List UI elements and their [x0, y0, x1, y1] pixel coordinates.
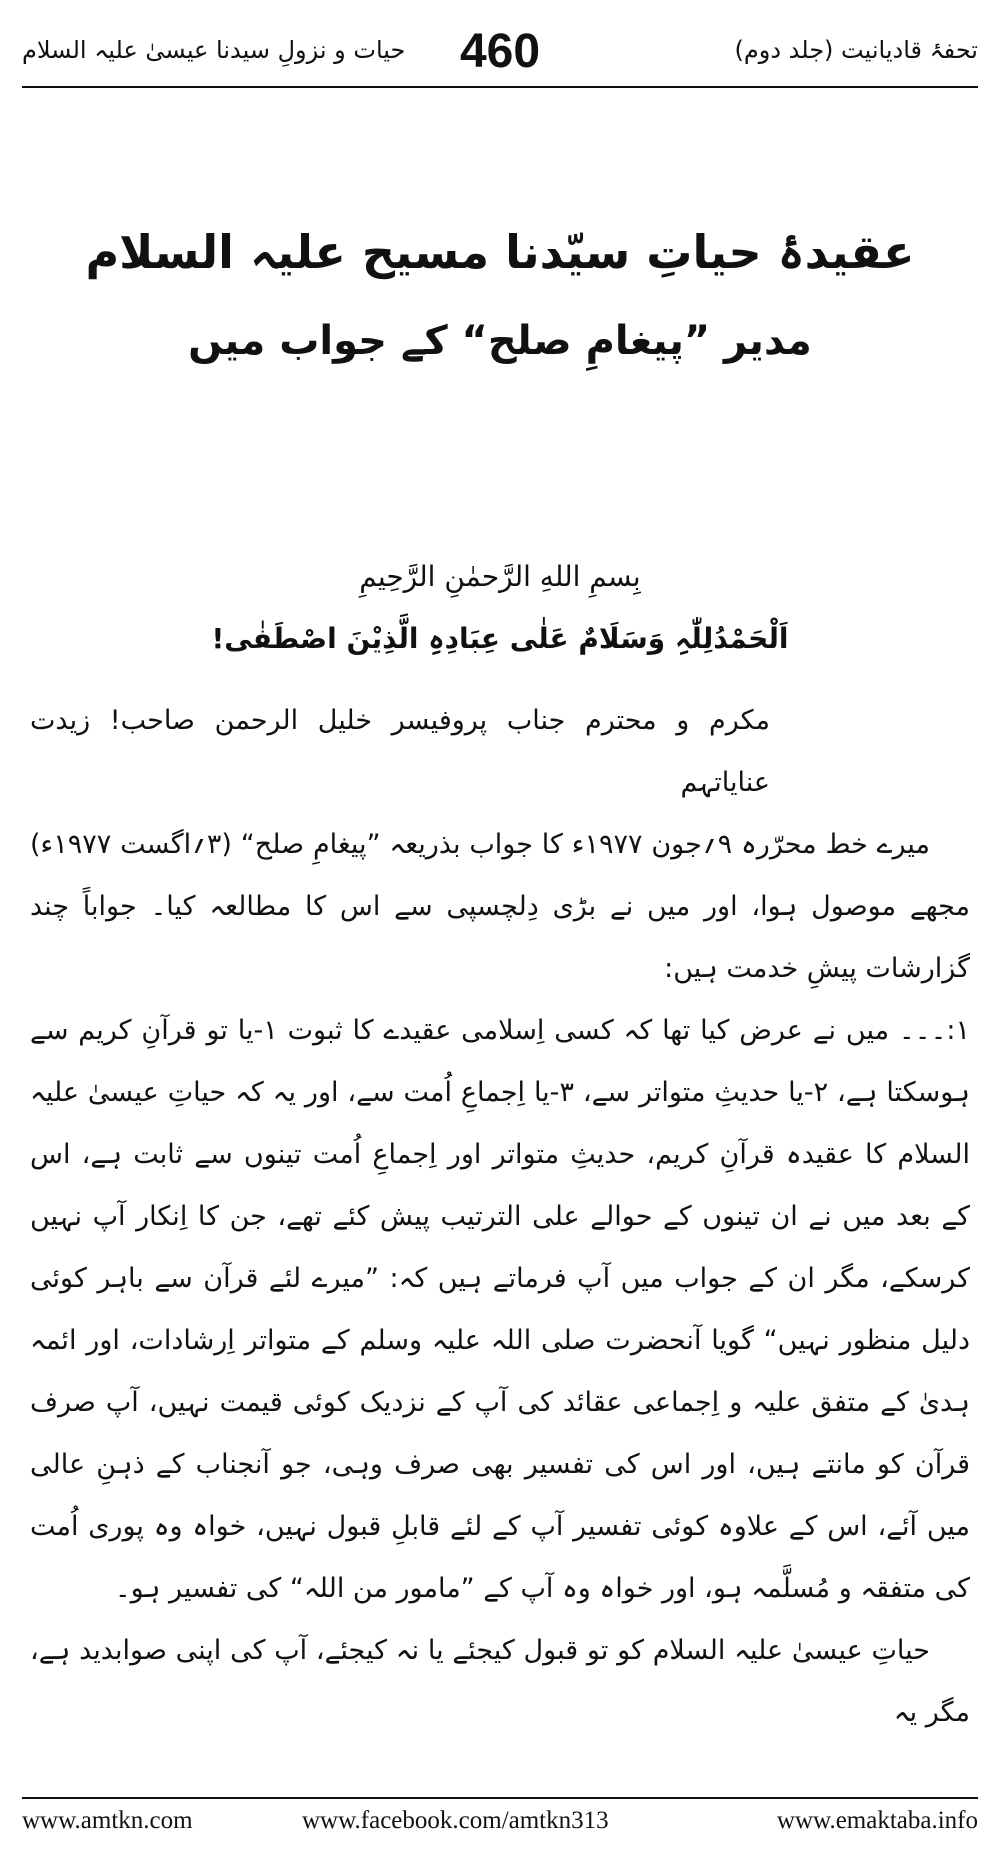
footer-link-amtkn[interactable]: www.amtkn.com: [22, 1807, 193, 1834]
page-footer: [22, 1803, 978, 1843]
hamd-line: اَلْحَمْدُلِلّٰہِ وَسَلَامٌ عَلٰی عِبَادِہِ الَّذِیْنَ اصْطَفٰی!: [211, 622, 789, 655]
page-subtitle: مدیر ”پیغامِ صلح“ کے جواب میں: [188, 318, 812, 364]
page-title: عقیدۂ حیاتِ سیّدنا مسیح علیہ السلام: [85, 225, 915, 279]
paragraph-1: میرے خط محرّرہ ۹؍جون ۱۹۷۷ء کا جواب بذریعہ ”پیغامِ صلح“ (۳؍اگست ۱۹۷۷ء) مجھے موصول ہوا، اور میں نے بڑی دِلچسپی سے اس کا مطالعہ کیا۔ جواباً چند گزارشات پیشِ خدمت ہیں:: [30, 829, 970, 984]
chapter-title: حیات و نزولِ سیدنا عیسیٰ علیہ السلام: [22, 36, 406, 64]
article-body: [30, 690, 970, 1744]
bismillah: بِسمِ اللهِ الرَّحمٰنِ الرَّحِیمِ: [359, 560, 641, 593]
footer-link-emaktaba[interactable]: www.emaktaba.info: [776, 1807, 978, 1834]
header-rule: [22, 86, 978, 88]
paragraph-3: حیاتِ عیسیٰ علیہ السلام کو تو قبول کیجئے یا نہ کیجئے، آپ کی اپنی صوابدید ہے، مگر یہ: [30, 1635, 970, 1728]
footer-rule: [22, 1797, 978, 1799]
page-number: 460: [459, 25, 541, 78]
footer-link-facebook[interactable]: www.facebook.com/amtkn313: [302, 1807, 609, 1834]
greeting: مکرم و محترم جناب پروفیسر خلیل الرحمن صاحب! زیدت عنایاتہم: [30, 705, 770, 798]
page-header: [22, 25, 978, 82]
book-title: تحفۂ قادیانیت (جلد دوم): [734, 36, 978, 64]
paragraph-2: ۱:۔۔۔ میں نے عرض کیا تھا کہ کسی اِسلامی عقیدے کا ثبوت ۱-یا تو قرآنِ کریم سے ہوسکتا ہے، ۲-یا حدیثِ متواتر سے، ۳-یا اِجماعِ اُمت سے، اور یہ کہ حیاتِ عیسیٰ علیہ السلام کا عقیدہ قرآنِ کریم، حدیثِ متواتر اور اِجماعِ اُمت تینوں سے ثابت ہے، اس کے بعد میں نے ان تینوں کے حوالے علی الترتیب پیش کئے تھے، جن کا اِنکار آپ نہیں کرسکے، مگر ان کے جواب میں آپ فرماتے ہیں کہ: ”میرے لئے قرآن سے باہر کوئی دلیل منظور نہیں“ گویا آنحضرت صلی اللہ علیہ وسلم کے متواتر اِرشادات، اور ائمہ ہدیٰ کے متفق علیہ و اِجماعی عقائد کی آپ کے نزدیک کوئی قیمت نہیں، آپ صرف قرآن کو مانتے ہیں، اور اس کی تفسیر بھی صرف وہی، جو آنجناب کے ذہنِ عالی میں آئے، اس کے علاوہ کوئی تفسیر آپ کے لئے قابلِ قبول نہیں، خواہ وہ پوری اُمت کی متفقہ و مُسلَّمہ ہو، اور خواہ وہ آپ کے ”مامور من اللہ“ کی تفسیر ہو۔: [30, 1015, 971, 1604]
